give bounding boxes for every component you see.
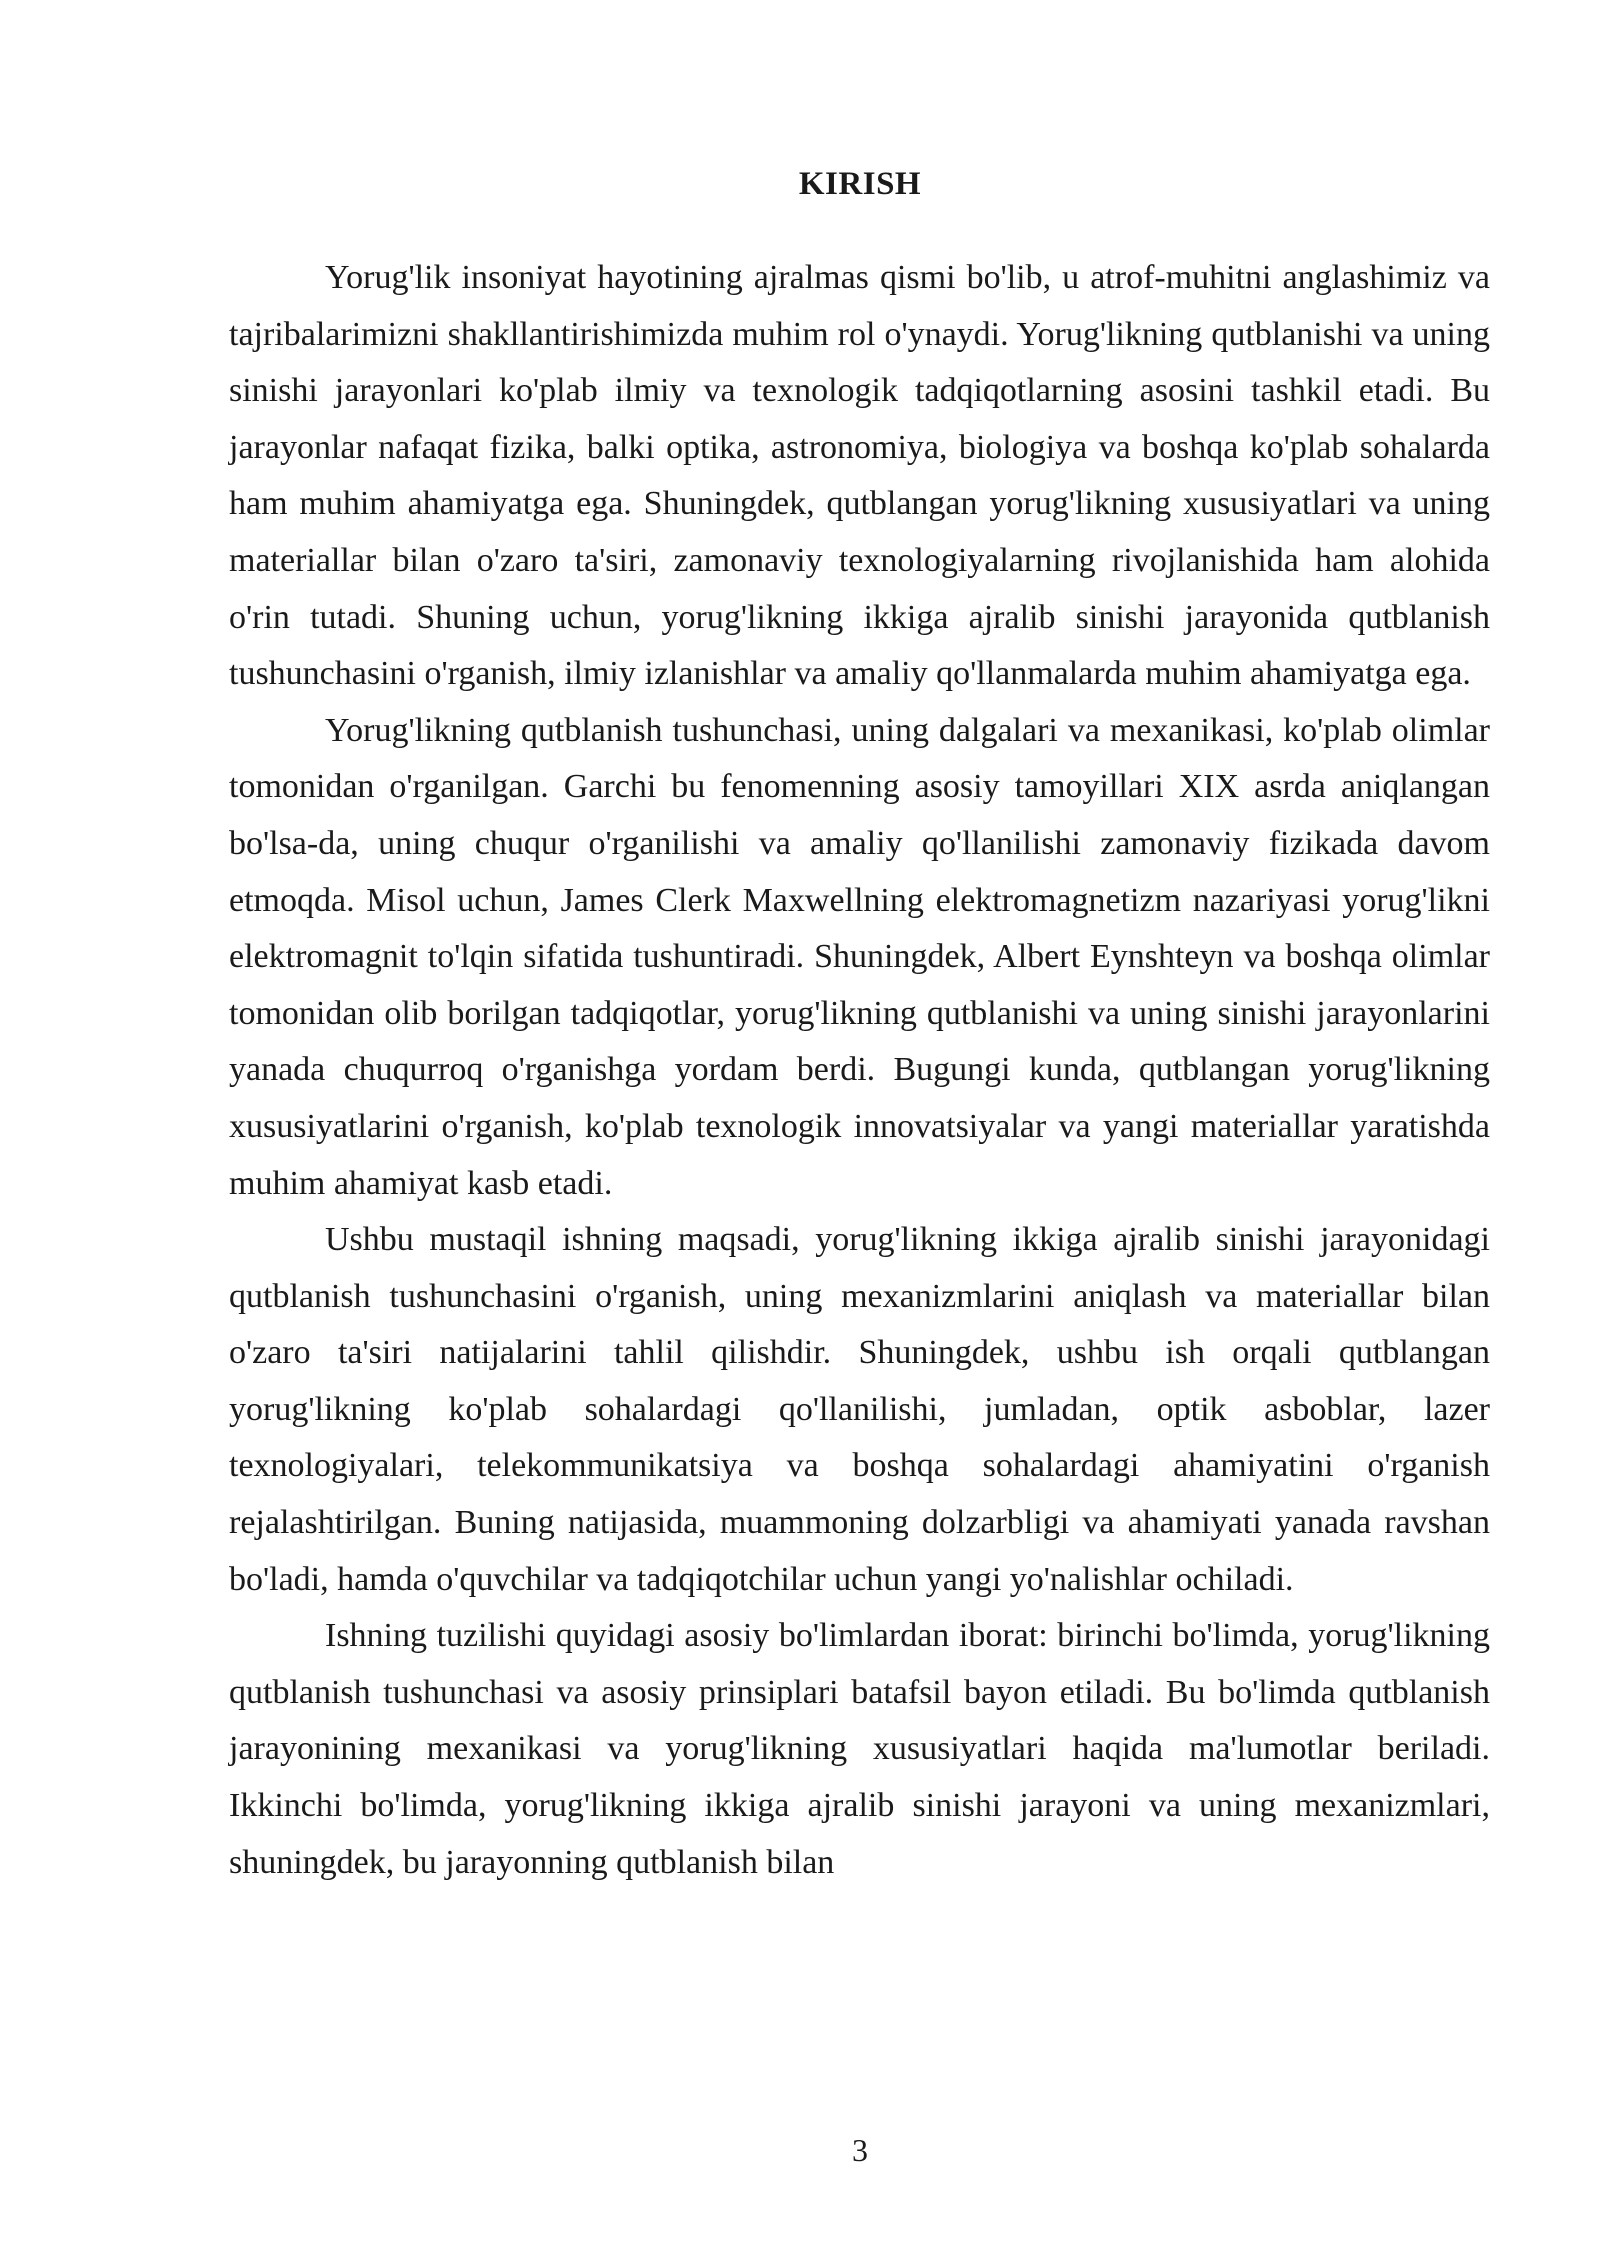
paragraph-2: Yorug'likning qutblanish tushunchasi, uning dalgalari va mexanikasi, ko'plab olimlar tomonidan o'rganilgan. Garchi bu fenomenning asosiy tamoyillari XIX asrda aniqlangan bo'lsa-da, uning chuqur o'rganilishi va amaliy qo'llanilishi zamonaviy fizikada davom etmoqda. Misol uchun, James Clerk Maxwellning elektromagnetizm nazariyasi yorug'likni elektromagnit to'lqin sifatida tushuntiradi. Shuningdek, Albert Eynshteyn va boshqa olimlar tomonidan olib borilgan tadqiqotlar, yorug'likning qutblanishi va uning sinishi jarayonlarini yanada chuqurroq o'rganishga yordam berdi. Bugungi kunda, qutblangan yorug'likning xususiyatlarini o'rganish, ko'plab texnologik innovatsiyalar va yangi materiallar yaratishda muhim ahamiyat kasb etadi. bbox=[229, 711, 1490, 1202]
paragraph-1: Yorug'lik insoniyat hayotining ajralmas qismi bo'lib, u atrof-muhitni anglashimiz va tajribalarimizni shakllantirishimizda muhim rol o'ynaydi. Yorug'likning qutblanishi va uning sinishi jarayonlari ko'plab ilmiy va texnologik tadqiqotlarning asosini tashkil etadi. Bu jarayonlar nafaqat fizika, balki optika, astronomiya, biologiya va boshqa ko'plab sohalarda ham muhim ahamiyatga ega. Shuningdek, qutblangan yorug'likning xususiyatlari va uning materiallar bilan o'zaro ta'siri, zamonaviy texnologiyalarning rivojlanishida ham alohida o'rin tutadi. Shuning uchun, yorug'likning ikkiga ajralib sinishi jarayonida qutblanish tushunchasini o'rganish, ilmiy izlanishlar va amaliy qo'llanmalarda muhim ahamiyatga ega. bbox=[229, 259, 1490, 693]
paragraph-3: Ushbu mustaqil ishning maqsadi, yorug'likning ikkiga ajralib sinishi jarayonidagi qutblanish tushunchasini o'rganish, uning mexanizmlarini aniqlash va materiallar bilan o'zaro ta'siri natijalarini tahlil qilishdir. Shuningdek, ushbu ish orqali qutblangan yorug'likning ko'plab sohalardagi qo'llanilishi, jumladan, optik asboblar, lazer texnologiyalari, telekommunikatsiya va boshqa sohalardagi ahamiyatini o'rganish rejalashtirilgan. Buning natijasida, muammoning dolzarbligi va ahamiyati yanada ravshan bo'ladi, hamda o'quvchilar va tadqiqotchilar uchun yangi yo'nalishlar ochiladi. bbox=[229, 1221, 1490, 1598]
section-heading: KIRISH bbox=[798, 166, 922, 202]
page-number: 3 bbox=[852, 2132, 868, 2168]
paragraph-4: Ishning tuzilishi quyidagi asosiy bo'limlardan iborat: birinchi bo'limda, yorug'likning qutblanish tushunchasi va asosiy prinsiplari batafsil bayon etiladi. Bu bo'limda qutblanish jarayonining mexanikasi va yorug'likning xususiyatlari haqida ma'lumotlar beriladi. Ikkinchi bo'limda, yorug'likning ikkiga ajralib sinishi jarayoni va uning mexanizmlari, shuningdek, bu jarayonning qutblanish bilan bbox=[229, 1617, 1490, 1881]
body-text bbox=[229, 250, 1490, 1891]
